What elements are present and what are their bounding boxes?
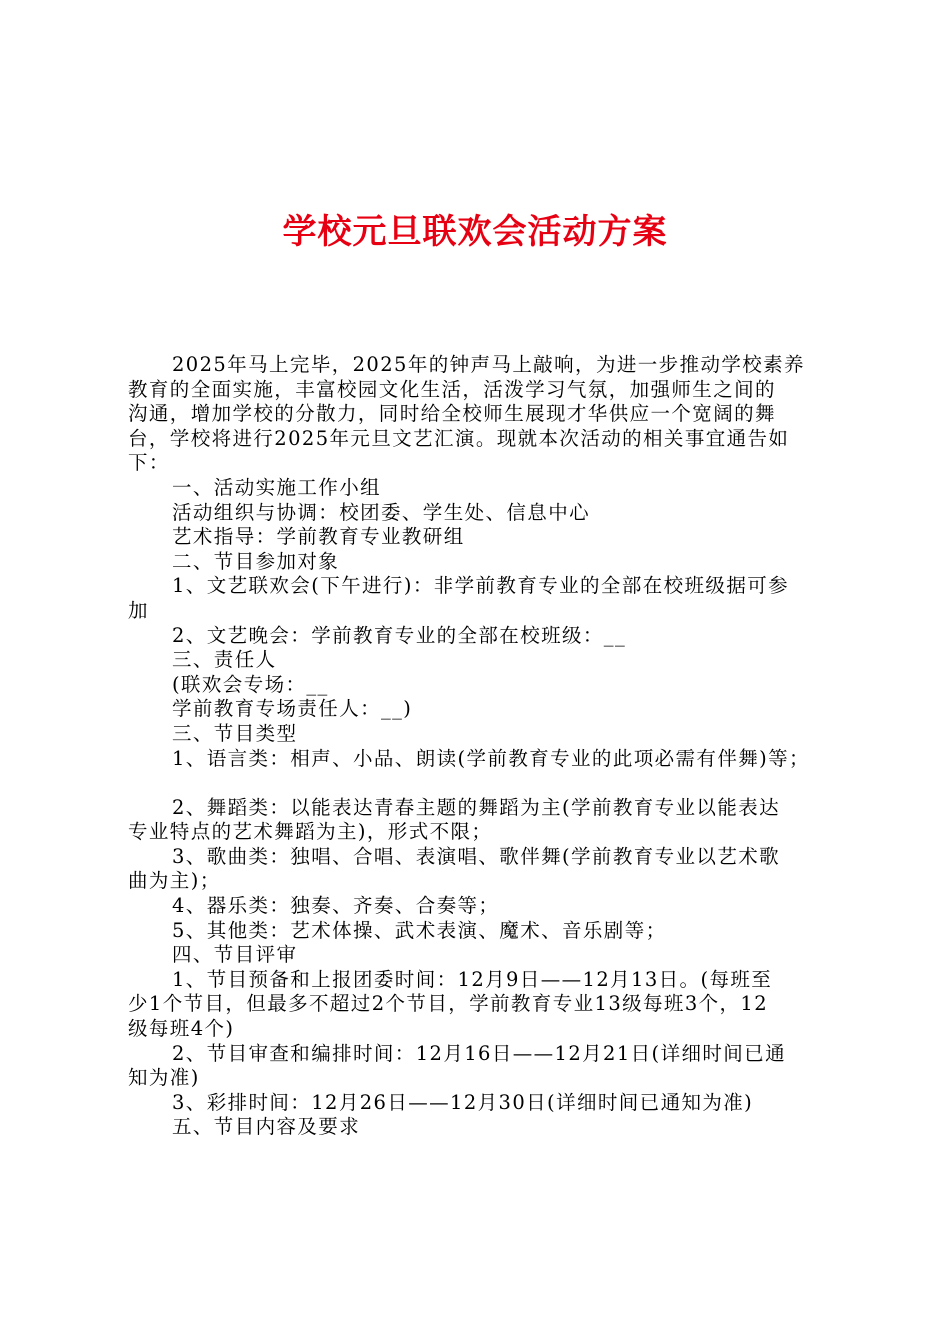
body-line: 2、节目审查和编排时间：12月16日——12月21日(详细时间已通	[172, 1041, 786, 1065]
body-line: 2、舞蹈类：以能表达青春主题的舞蹈为主(学前教育专业以能表达	[172, 795, 781, 819]
body-line: 三、责任人	[172, 648, 277, 672]
body-line: 专业特点的艺术舞蹈为主)，形式不限；	[128, 820, 493, 844]
body-line: 沟通，增加学校的分散力，同时给全校师生展现才华供应一个宽阔的舞	[128, 402, 776, 426]
body-line: 级每班4个)	[128, 1017, 235, 1041]
body-line: 5、其他类：艺术体操、武术表演、魔术、音乐剧等；	[172, 918, 667, 942]
body-line: 少1个节目，但最多不超过2个节目，学前教育专业13级每班3个，12	[128, 992, 769, 1016]
body-line: 3、彩排时间：12月26日——12月30日(详细时间已通知为准)	[172, 1090, 754, 1114]
body-line: 曲为主)；	[128, 869, 221, 893]
body-line: (联欢会专场：__	[172, 672, 329, 696]
body-line: 下：	[128, 451, 170, 475]
body-line: 知为准)	[128, 1066, 200, 1090]
body-line: 3、歌曲类：独唱、合唱、表演唱、歌伴舞(学前教育专业以艺术歌	[172, 844, 781, 868]
body-line: 五、节目内容及要求	[172, 1115, 361, 1139]
body-line: 二、节目参加对象	[172, 549, 340, 573]
body-line: 教育的全面实施，丰富校园文化生活，活泼学习气氛，加强师生之间的	[128, 377, 776, 401]
body-line: 一、活动实施工作小组	[172, 475, 382, 499]
body-line: 四、节目评审	[172, 943, 298, 967]
body-line: 台，学校将进行2025年元旦文艺汇演。现就本次活动的相关事宜通告如	[128, 426, 790, 450]
body-line: 1、文艺联欢会(下午进行)：非学前教育专业的全部在校班级据可参	[172, 574, 790, 598]
blank-line	[128, 771, 838, 796]
document-title: 学校元旦联欢会活动方案	[282, 212, 668, 252]
document-body	[128, 353, 838, 1140]
body-line: 三、节目类型	[172, 721, 298, 745]
body-line: 艺术指导：学前教育专业教研组	[172, 525, 465, 549]
body-line: 1、节目预备和上报团委时间：12月9日——12月13日。(每班至	[172, 967, 773, 991]
body-line: 2、文艺晚会：学前教育专业的全部在校班级：__	[172, 623, 627, 647]
body-line: 1、语言类：相声、小品、朗读(学前教育专业的此项必需有伴舞)等；	[172, 746, 810, 770]
body-line: 2025年马上完毕，2025年的钟声马上敲响，为进一步推动学校素养	[172, 353, 805, 376]
body-line: 活动组织与协调：校团委、学生处、信息中心	[172, 500, 591, 524]
body-line: 4、器乐类：独奏、齐奏、合奏等；	[172, 894, 500, 918]
body-line: 学前教育专场责任人：__)	[172, 697, 413, 721]
body-line: 加	[128, 598, 149, 622]
